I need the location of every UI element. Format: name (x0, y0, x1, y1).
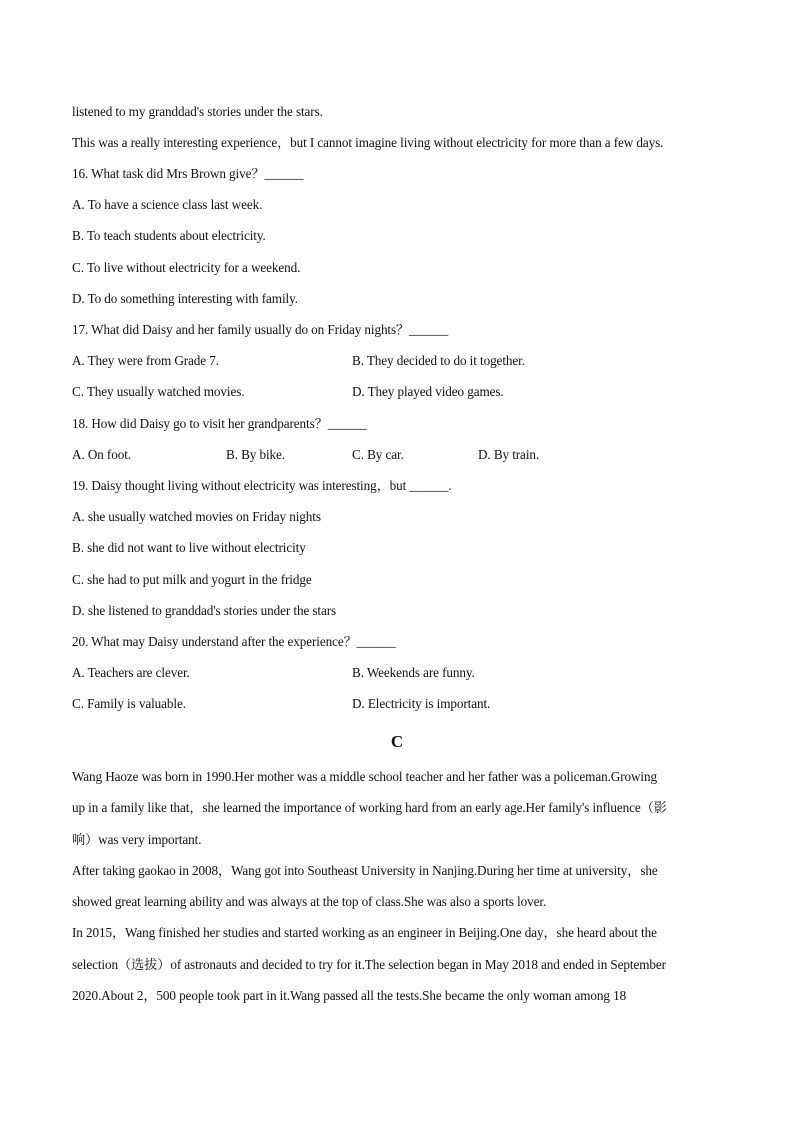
question-16-option-c: C. To live without electricity for a weekend. (72, 260, 301, 275)
question-19-stem: 19. Daisy thought living without electricity was interesting，but ______. (72, 478, 452, 493)
question-20-option-d: D. Electricity is important. (352, 696, 491, 711)
paragraph-line: Wang Haoze was born in 1990.Her mother was a middle school teacher and her father was a policeman.Growing (72, 769, 657, 784)
question-18-option-d: D. By train. (478, 447, 540, 462)
question-19-option-c: C. she had to put milk and yogurt in the fridge (72, 572, 312, 587)
question-19-option-a: A. she usually watched movies on Friday nights (72, 509, 321, 524)
question-18-option-a: A. On foot. (72, 447, 131, 462)
question-18-option-c: C. By car. (352, 447, 404, 462)
question-18-stem: 18. How did Daisy go to visit her grandparents？______ (72, 416, 367, 431)
question-19-option-d: D. she listened to granddad's stories under the stars (72, 603, 337, 618)
question-17-option-c: C. They usually watched movies. (72, 384, 245, 399)
question-17-option-d: D. They played video games. (352, 384, 504, 399)
question-18-option-b: B. By bike. (226, 447, 285, 462)
question-17-option-a: A. They were from Grade 7. (72, 353, 219, 368)
question-20-option-b: B. Weekends are funny. (352, 665, 475, 680)
question-20-option-a: A. Teachers are clever. (72, 665, 190, 680)
section-heading: C (390, 732, 404, 751)
paragraph-line: 2020.About 2，500 people took part in it.Wang passed all the tests.She became the only woman among 18 (72, 988, 627, 1003)
question-20-stem: 20. What may Daisy understand after the experience？______ (72, 634, 396, 649)
paragraph-line: After taking gaokao in 2008，Wang got into Southeast University in Nanjing.During her time at university，she (72, 863, 658, 878)
question-20-option-c: C. Family is valuable. (72, 696, 186, 711)
question-17-option-b: B. They decided to do it together. (352, 353, 525, 368)
question-16-stem: 16. What task did Mrs Brown give？______ (72, 166, 304, 181)
question-17-stem: 17. What did Daisy and her family usually do on Friday nights？______ (72, 322, 449, 337)
question-19-option-b: B. she did not want to live without electricity (72, 540, 306, 555)
passage-line: listened to my granddad's stories under the stars. (72, 104, 323, 119)
paragraph-line: up in a family like that，she learned the importance of working hard from an early age.Her family's influence（影 (72, 800, 667, 815)
question-16-option-a: A. To have a science class last week. (72, 197, 263, 212)
question-16-option-b: B. To teach students about electricity. (72, 228, 266, 243)
passage-line: This was a really interesting experience，but I cannot imagine living without electricity for more than a few days. (72, 135, 664, 150)
paragraph-line: In 2015，Wang finished her studies and started working as an engineer in Beijing.One day，she heard about the (72, 925, 657, 940)
paragraph-line: selection（选拔）of astronauts and decided to try for it.The selection began in May 2018 and ended in September (72, 957, 666, 972)
question-16-option-d: D. To do something interesting with family. (72, 291, 298, 306)
paragraph-line: showed great learning ability and was always at the top of class.She was also a sports lover. (72, 894, 547, 909)
paragraph-line: 响）was very important. (72, 832, 202, 847)
